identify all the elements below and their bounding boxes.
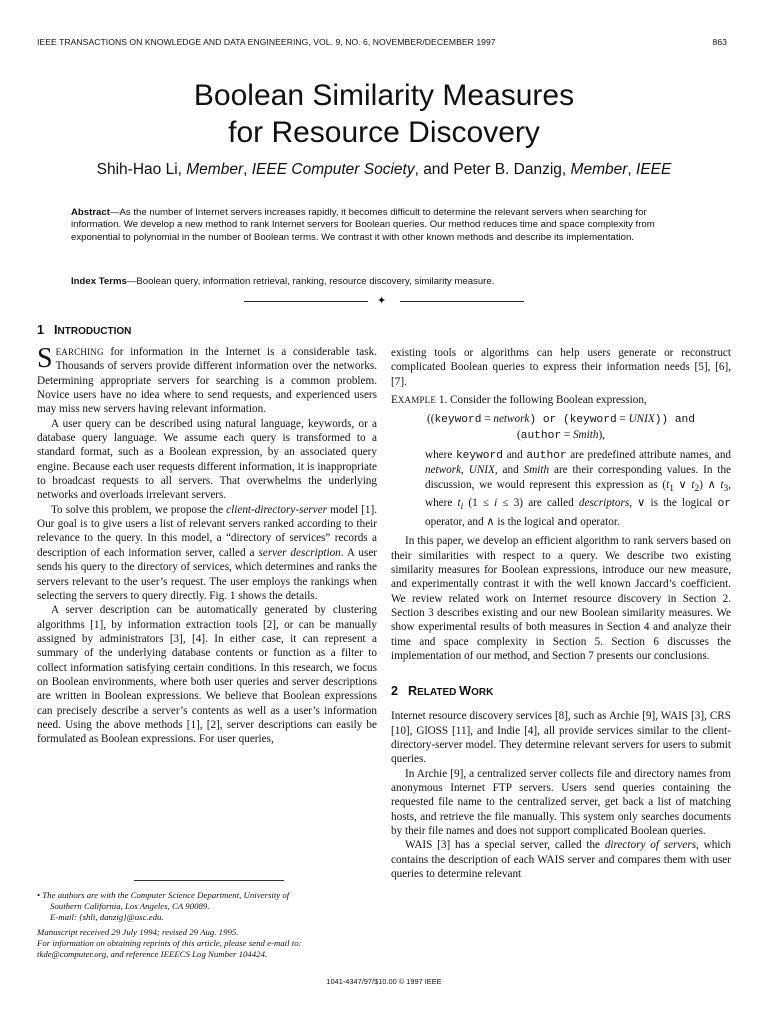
author-line: Shih-Hao Li, Member, IEEE Computer Society, and Peter B. Danzig, Member, IEEE <box>96 161 672 178</box>
index-terms-text: —Boolean query, information retrieval, ranking, resource discovery, similarity measure. <box>126 276 495 287</box>
drop-cap: S <box>37 343 53 374</box>
right-paragraph-continued: existing tools or algorithms can help users generate or reconstruct complicated Boolean queries to express their information needs [5], [6], [7]. <box>391 347 731 388</box>
example-1: EXAMPLE 1. Consider the following Boolean expression, <box>391 394 647 407</box>
divider-line-left <box>244 301 368 302</box>
title-line-2: for Resource Discovery <box>228 116 540 149</box>
running-header <box>37 37 727 47</box>
divider-line-right <box>400 301 524 302</box>
abstract-text: —As the number of Internet servers increases rapidly, it becomes difficult to determine the relevant servers when searching for information. We develop a new method to rank Internet servers for Boolean queries. Our method reduces time and space complexity from exponential to polynomial in the number of Boolean terms. We contrast it with other known methods and describe its implementation. <box>71 207 655 243</box>
author-affiliation-footnote: • The authors are with the Computer Science Department, University of <box>37 890 290 900</box>
boolean-expression: ((keyword = network) or (keyword = UNIX)) and (author = Smith), <box>426 413 695 442</box>
related-paragraph-2: In Archie [9], a centralized server collects file and directory names from anonymous Internet FTP servers. Users send queries containing the requested file name to the centralized server, get back a list of matching hosts, and retrieve the file manually. This system only searches documents by their file names and does not support complicated Boolean queries. <box>391 767 731 838</box>
footnotes: • The authors are with the Computer Science Department, University of Southern California, Los Angeles, CA 90089. E-mail: {shli, danzig}@usc.edu. Manuscript received 29 July 1994; revised 29 Aug. 1995. For information on obtaining reprints of this article, please send e-mail to: tkde@computer.org, and reference IEEECS Log Number 104424. <box>37 890 372 960</box>
paper-title <box>0 77 768 151</box>
diamond-ornament-icon: ✦ <box>377 295 387 307</box>
copyright-line: 1041-4347/97/$10.00 © 1997 IEEE <box>326 977 442 986</box>
abstract <box>71 207 695 244</box>
related-paragraph-3: WAIS [3] has a special server, called the directory of servers, which contains the description of each WAIS server and compares them with user queries to determine relevant <box>391 839 731 881</box>
index-terms <box>71 276 695 288</box>
intro-paragraph-2: A user query can be described using natural language, keywords, or a database query language. We assume each query is transformed to a standard format, such as a Boolean expression, by an associated query engine. Because each user requests different information, it is inappropriate to broadcast requests to all servers. That overwhelms the underlying networks and overloads irrelevant servers. <box>37 417 377 502</box>
index-terms-label: Index Terms <box>71 276 127 287</box>
right-column <box>391 346 731 881</box>
intro-paragraph-4: A server description can be automatically generated by clustering algorithms [1], by information extraction tools [2], or can be manually assigned by administrators [3], [4]. In either case, it can represent a summary of the underlying database contents or function as a filter to collect information satisfying certain conditions. In this research, we focus on Boolean environments, where both user queries and server descriptions are written in Boolean expressions. We believe that Boolean expressions can precisely describe a server’s contents as well as a user’s information need. Using the above methods [1], [2], server descriptions can easily be formulated as Boolean expressions. For user queries, <box>37 604 377 746</box>
intro-paragraph-3: To solve this problem, we propose the client-directory-server model [1]. Our goal is to give users a list of relevant servers ranked according to their relevance to the query. In this model, a “directory of services” records a description of each information server, called a server description. A user sends his query to the directory of services, which determines and ranks the servers relevant to the user’s request. The user employs the rankings when selecting the servers to query directly. Fig. 1 shows the details. <box>37 503 378 602</box>
footnote-rule <box>134 880 284 881</box>
section-heading-introduction: 1 INTRODUCTION <box>37 323 132 337</box>
abstract-label: Abstract <box>71 207 110 218</box>
page-number: 863 <box>712 37 727 47</box>
intro-paragraph-1: SEARCHING for information in the Internet is a considerable task. Thousands of servers provide different information over the networks. Determining appropriate servers for searching is a common problem. Novice users have no idea where to send requests, and experienced users may miss new servers having relevant information. <box>37 343 377 416</box>
related-paragraph-1: Internet resource discovery services [8], such as Archie [9], WAIS [3], CRS [10], GlOSS [11], and Indie [4], all provide services similar to the client-directory-server model. They determine relevant servers for users to submit queries. <box>391 710 731 766</box>
section-divider <box>244 296 524 308</box>
intro-paragraph-5: In this paper, we develop an efficient algorithm to rank servers based on their similarities with respect to a query. We describe two existing similarity measures for Boolean expressions, introduce our new measure, and experimentally contrast it with the well known Jaccard’s coefficient. We review related work on Internet resource discovery in Section 2. Section 3 describes existing and our new Boolean similarity measures. We show experimental results of both measures in Section 4 and analyze their time and space complexity in Section 5. Section 6 discusses the implementation of our method, and Section 7 presents our conclusions. <box>391 535 731 662</box>
manuscript-footnote: Manuscript received 29 July 1994; revised 29 Aug. 1995. <box>37 927 239 937</box>
title-line-1: Boolean Similarity Measures <box>193 79 575 112</box>
left-column <box>37 322 377 747</box>
section-heading-related-work: 2 RELATED WORK <box>391 684 494 699</box>
example-explanation: where keyword and author are predefined attribute names, and network, UNIX, and Smith are their corresponding values. In the discussion, we would represent this expression as ($t_1$ ∨ $t_2$) ∧ $t_3$, where $t_i$ (1 ≤ i ≤ 3) are called descriptors, ∨ is the logical or operator, and ∧ is the logical and operator. <box>425 449 732 529</box>
journal-citation: IEEE TRANSACTIONS ON KNOWLEDGE AND DATA ENGINEERING, VOL. 9, NO. 6, NOVEMBER/DECEMBER 1997 <box>37 37 496 47</box>
